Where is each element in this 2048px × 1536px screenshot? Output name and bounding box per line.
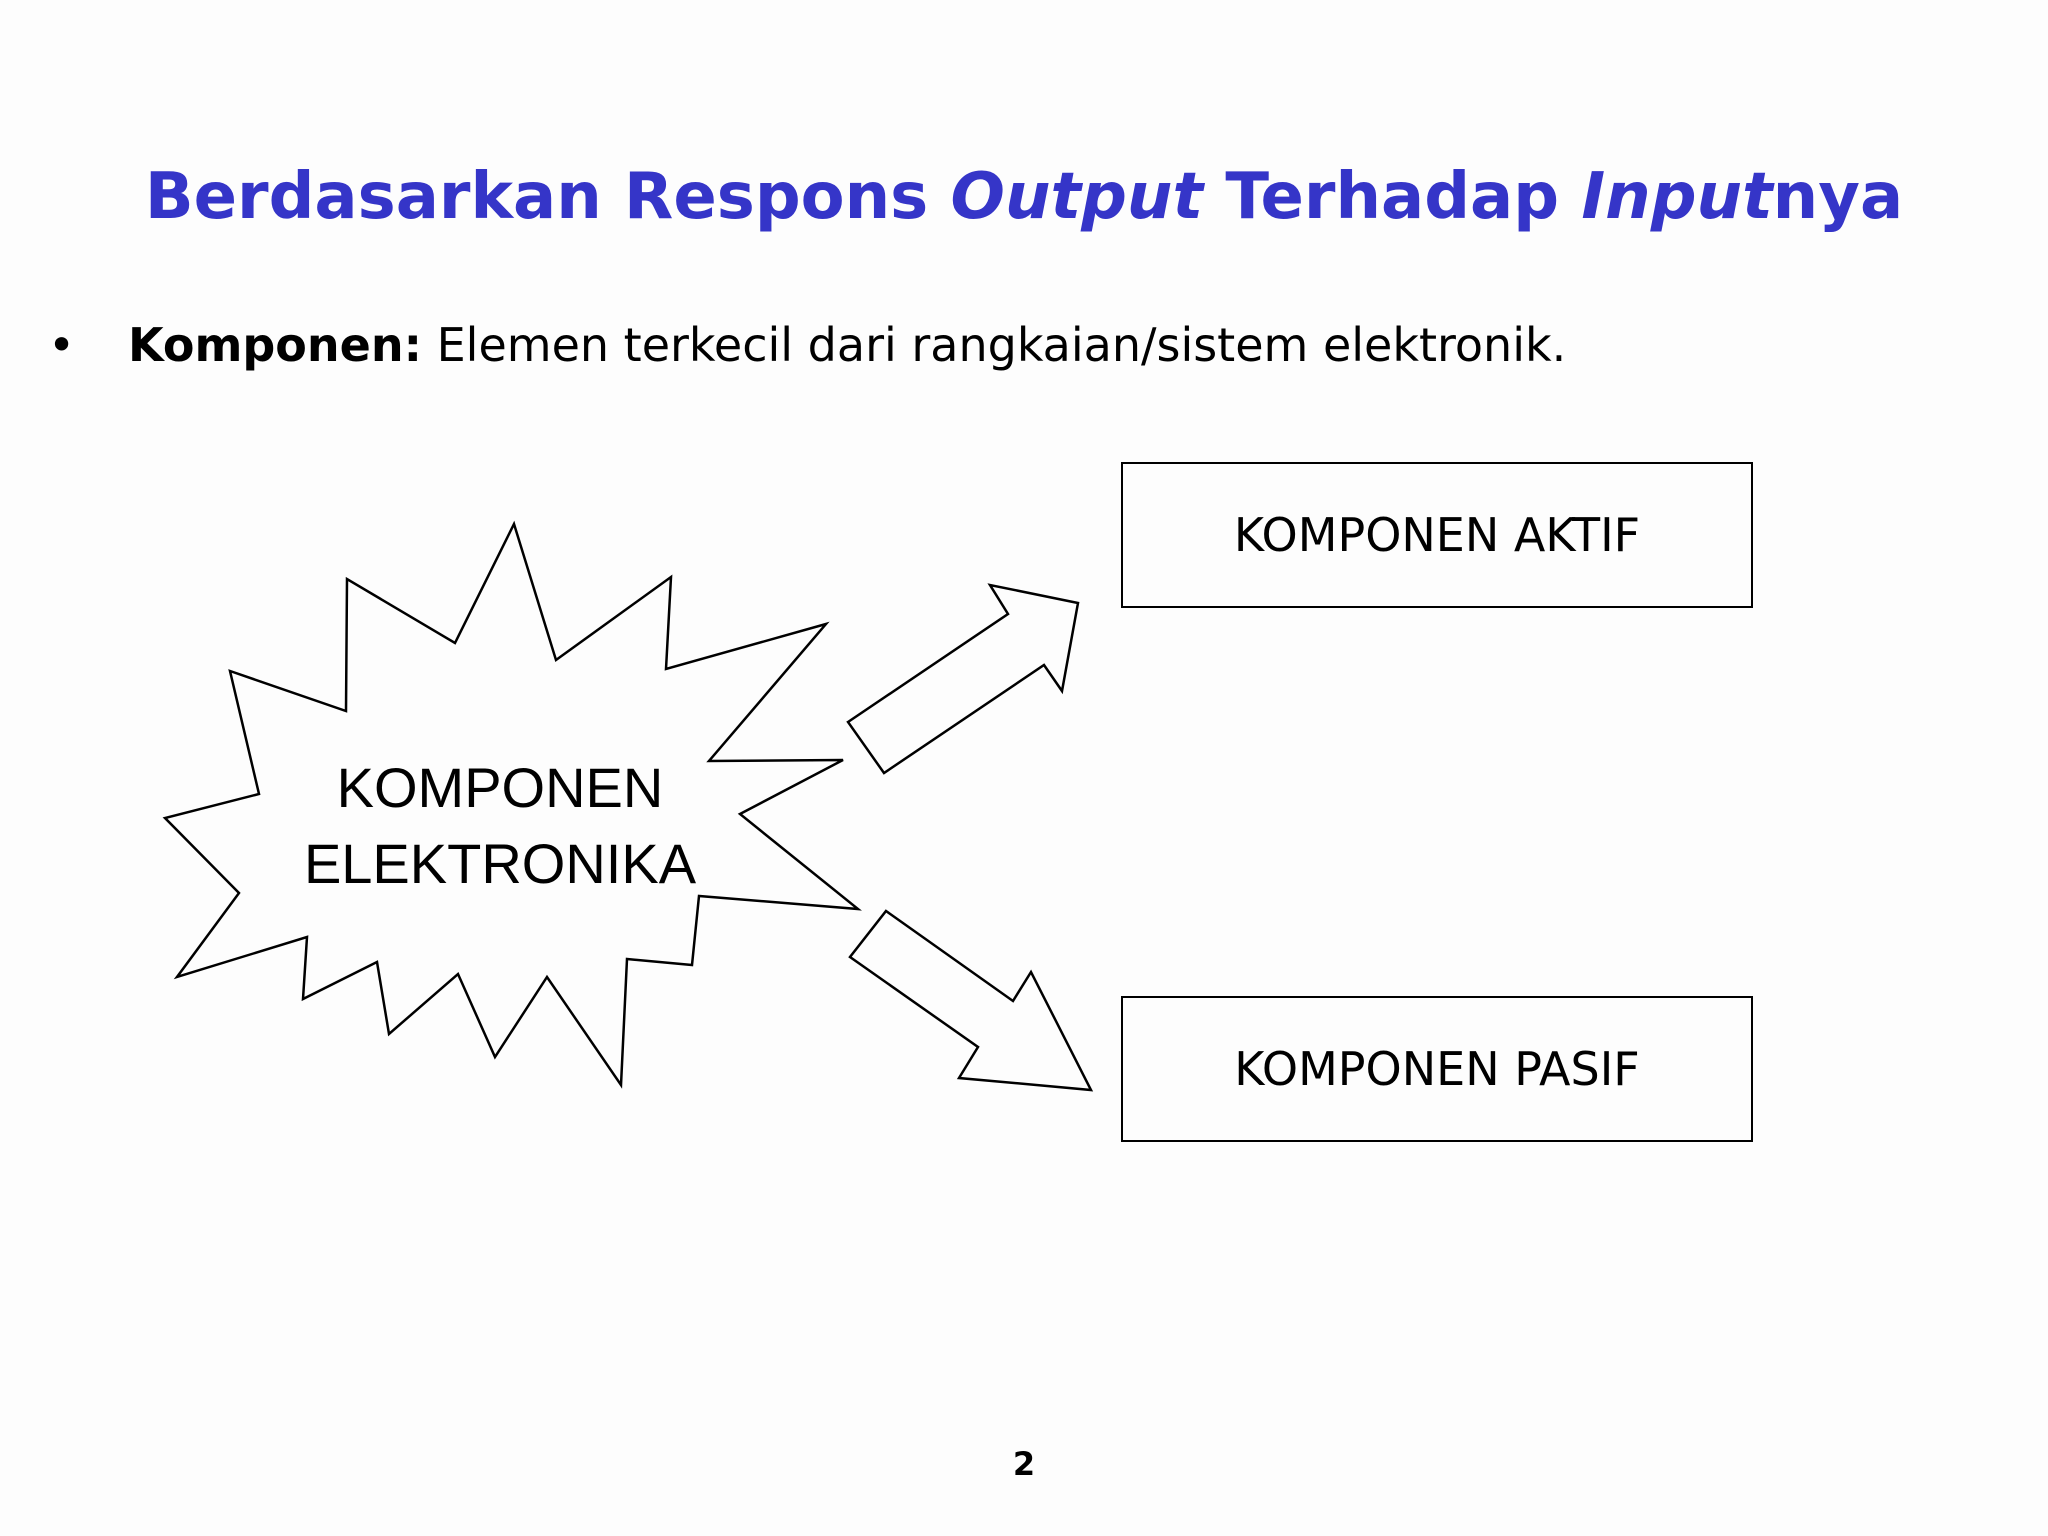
arrow-to-aktif [848, 585, 1078, 773]
box-komponen-aktif [1121, 462, 1753, 608]
page-number: 2 [1012, 1445, 1036, 1483]
box-komponen-pasif [1121, 996, 1753, 1142]
bullet-marker: • [48, 318, 76, 372]
title-italic-output: Output [950, 160, 1204, 234]
title-part-2: Terhadap [1203, 160, 1582, 234]
box-komponen-aktif-label: KOMPONEN AKTIF [1233, 508, 1641, 562]
title-italic-input: Input [1581, 160, 1773, 234]
center-label [250, 750, 750, 902]
title-part-1: Berdasarkan Respons [144, 160, 951, 234]
arrow-to-pasif [850, 911, 1091, 1090]
bullet-term: Komponen: [128, 318, 422, 372]
center-label-line-1: KOMPONEN [336, 756, 664, 819]
title-part-3: nya [1772, 160, 1904, 234]
bullet-text: Elemen terkecil dari rangkaian/sistem elektronik. [422, 318, 1567, 372]
center-label-line-2: ELEKTRONIKA [303, 832, 697, 895]
box-komponen-pasif-label: KOMPONEN PASIF [1234, 1042, 1640, 1096]
